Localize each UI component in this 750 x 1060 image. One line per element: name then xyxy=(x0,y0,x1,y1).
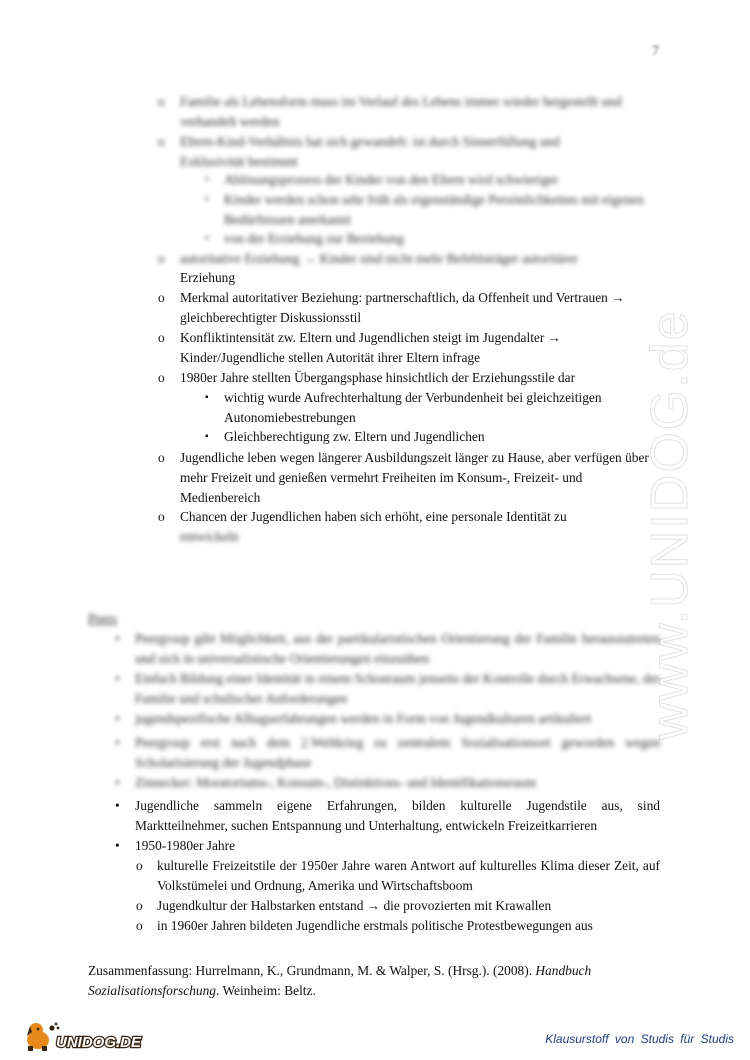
bullet-marker: o xyxy=(158,94,165,109)
list-item-text: Einfach Bildung einer Identität in einem Schonraum jenseits der Kontrolle durch Erwachsene, der Familie und schulischer Anforderungen xyxy=(135,671,660,706)
list-item-text: Jugendkultur der Halbstarken entstand → die provozierten mit Krawallen xyxy=(157,898,552,913)
bullet-marker: o xyxy=(158,509,165,524)
unidog-logo-icon xyxy=(22,1018,152,1054)
list-item-text: Eltern-Kind-Verhältnis hat sich gewandelt: ist durch Sinnerfüllung und Exklusivität bestimmt xyxy=(180,134,560,169)
bullet-marker: o xyxy=(158,134,165,149)
page-footer xyxy=(0,1010,750,1060)
list-item-text: kulturelle Freizeitstile der 1950er Jahre waren Antwort auf kulturelles Klima dieser Zeit, auf Volkstümelei und Ordnung, Amerika und Wirtschaftsboom xyxy=(157,858,660,893)
bullet-marker: • xyxy=(115,838,120,853)
footer-tagline: Klausurstoff von Studis für Studis xyxy=(545,1032,734,1046)
bullet-marker: ▪ xyxy=(205,174,209,185)
list-item-text: 1950-1980er Jahre xyxy=(135,838,236,853)
list-item-text: Kinder werden schon sehr früh als eigenständige Persönlichkeiten mit eigenen Bedürfnissen anerkannt xyxy=(224,192,644,227)
list-item-text: wichtig wurde Aufrechterhaltung der Verbundenheit bei gleichzeitigen Autonomiebestrebungen xyxy=(224,390,602,425)
list-item-text: Erziehung xyxy=(180,270,236,285)
watermark-text: www.UNIDOG.de xyxy=(641,309,699,740)
bullet-marker: • xyxy=(115,631,120,646)
list-item-text: 1980er Jahre stellten Übergangsphase hinsichtlich der Erziehungsstile dar xyxy=(180,370,576,385)
list-item-text: Familie als Lebensform muss im Verlauf des Lebens immer wieder hergestellt und verhandelt werden xyxy=(180,94,622,129)
list-item-text: Konfliktintensität zw. Eltern und Jugendlichen steigt im Jugendalter → Kinder/Jugendliche stellen Autorität ihrer Eltern infrage xyxy=(180,330,562,365)
list-item-text: Chancen der Jugendlichen haben sich erhöht, eine personale Identität zu xyxy=(180,509,567,524)
list-item-text: Zinnecker: Moratoriums-, Konsum-, Distinktions- und Identifikationsraum xyxy=(135,775,537,790)
bullet-marker: ▪ xyxy=(205,431,209,442)
bullet-marker: o xyxy=(158,290,165,305)
bullet-marker: • xyxy=(115,671,120,686)
list-item-text: Jugendliche sammeln eigene Erfahrungen, bilden kulturelle Jugendstile aus, sind Marktteilnehmer, suchen Entspannung und Unterhaltung, entwickeln Freizeitkarrieren xyxy=(135,798,660,833)
list-item-text: autoritative Erziehung → Kinder sind nicht mehr Befehlsträger autoritärer xyxy=(180,251,578,266)
bullet-marker: o xyxy=(136,918,143,933)
bullet-marker: o xyxy=(158,330,165,345)
bullet-marker: o xyxy=(158,251,165,266)
bullet-marker: • xyxy=(115,798,120,813)
bullet-marker: ▪ xyxy=(205,392,209,403)
list-item-text: entwickeln xyxy=(180,529,239,544)
bullet-marker: o xyxy=(158,370,165,385)
list-item-text: jugendspezifische Alltagserfahrungen werden in Form von Jugendkulturen artikuliert xyxy=(135,711,592,726)
bullet-marker: ▪ xyxy=(205,233,209,244)
logo-text: UNIDOG.DE xyxy=(56,1034,142,1051)
list-item-text: Gleichberechtigung zw. Eltern und Jugendlichen xyxy=(224,429,485,444)
reference-suffix: . Weinheim: Beltz. xyxy=(215,982,316,998)
reference-title: Handbuch Sozialisationsforschung xyxy=(88,963,592,998)
bullet-marker: o xyxy=(136,858,143,873)
list-item-text: von der Erziehung zur Beziehung xyxy=(224,231,404,246)
bullet-marker: o xyxy=(158,450,165,465)
list-item-text: Ablösungsprozess der Kinder von den Eltern wird schwieriger xyxy=(224,172,559,187)
bullet-marker: ▪ xyxy=(205,194,209,205)
list-item-text: Merkmal autoritativer Beziehung: partnerschaftlich, da Offenheit und Vertrauen → gleichberechtigter Diskussionsstil xyxy=(180,290,625,325)
list-item-text: in 1960er Jahren bildeten Jugendliche erstmals politische Protestbewegungen aus xyxy=(157,918,593,933)
list-item-text: Peergroup erst nach dem 2.Weltkrieg zu zentralem Sozialisationsort geworden wegen Scholarisierung der Jugendphase xyxy=(135,735,660,770)
reference-prefix: Zusammenfassung: Hurrelmann, K., Grundmann, M. & Walper, S. (Hrsg.). (2008). xyxy=(88,963,536,978)
page-number: 7 xyxy=(652,44,659,59)
bullet-marker: • xyxy=(115,711,120,726)
section-heading-peers: Peers xyxy=(88,611,118,626)
list-item-text: Jugendliche leben wegen längerer Ausbildungszeit länger zu Hause, aber verfügen über mehr Freizeit und genießen vermehrt Freiheiten im Konsum-, Freizeit- und Medienbereich xyxy=(180,450,649,505)
reference-citation xyxy=(88,961,688,1001)
list-item-text: Peergroup gibt Möglichkeit, aus der partikularistischen Orientierung der Familie herauszutreten und sich in universalistische Orientierungen einzuüben xyxy=(135,631,660,666)
bullet-marker: • xyxy=(115,775,120,790)
bullet-marker: o xyxy=(136,898,143,913)
bullet-marker: • xyxy=(115,735,120,750)
